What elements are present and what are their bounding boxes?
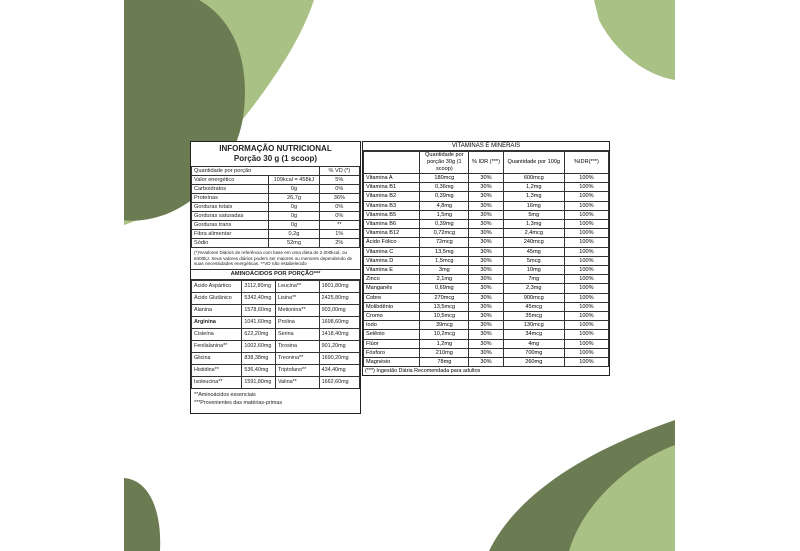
vitamin-cell: 100%: [564, 348, 608, 357]
amino-cell: Leucina**: [275, 280, 319, 292]
amino-cell: Cisteína: [192, 328, 242, 340]
amino-cell: 1801,80mg: [319, 280, 359, 292]
vitamin-cell: 13,5mg: [420, 247, 469, 256]
table-row: [364, 174, 609, 183]
table-row: [192, 364, 360, 376]
vitamin-cell: 30%: [469, 183, 503, 192]
vitamin-cell: 100%: [564, 275, 608, 284]
vitamin-cell: Vitamina B2: [364, 192, 420, 201]
table-row: [364, 339, 609, 348]
amino-cell: Tirosina: [275, 340, 319, 352]
table-row: [192, 376, 360, 388]
vitamin-cell: 30%: [469, 247, 503, 256]
vitamin-cell: Cobre: [364, 293, 420, 302]
amino-cell: 1418,40mg: [319, 328, 359, 340]
vitamin-cell: Zinco: [364, 275, 420, 284]
vitamin-cell: 13,5mcg: [420, 302, 469, 311]
vitamin-cell: 1,5mcg: [420, 256, 469, 265]
table-row: [364, 256, 609, 265]
nutrition-table: [191, 166, 360, 248]
amino-foot-essential: **Aminoácidos essenciais: [194, 391, 256, 398]
amino-cell: Valina**: [275, 376, 319, 388]
vitamin-cell: Fósforo: [364, 348, 420, 357]
nutrient-name: Carboidratos: [192, 185, 269, 194]
vitamin-cell: 72mcg: [420, 238, 469, 247]
vitamins-panel: [362, 141, 610, 376]
nutrient-qty: 26,7g: [269, 194, 319, 203]
vitamin-cell: 100%: [564, 174, 608, 183]
vitamin-cell: 30%: [469, 238, 503, 247]
table-row: [364, 302, 609, 311]
vitamin-cell: 1,5mg: [420, 210, 469, 219]
vitamin-cell: 0,69mg: [420, 284, 469, 293]
vitamin-cell: 700mg: [503, 348, 564, 357]
amino-cell: 1002,60mg: [242, 340, 276, 352]
vitamin-cell: 10,5mcg: [420, 312, 469, 321]
vitamin-cell: 900mcg: [503, 293, 564, 302]
vitamin-cell: 180mcg: [420, 174, 469, 183]
vitamin-cell: 0,39mg: [420, 192, 469, 201]
vitamin-cell: 30%: [469, 330, 503, 339]
vitamin-cell: Vitamina B12: [364, 229, 420, 238]
vitamin-cell: 100%: [564, 238, 608, 247]
table-row: [364, 330, 609, 339]
amino-cell: 838,38mg: [242, 352, 276, 364]
vitamin-cell: Vitamina A: [364, 174, 420, 183]
amino-cell: 1041,60mg: [242, 316, 276, 328]
vitamin-cell: 78mg: [420, 358, 469, 367]
amino-cell: Isoleucina**: [192, 376, 242, 388]
table-row: [192, 340, 360, 352]
vitamin-cell: Vitamina E: [364, 266, 420, 275]
table-row: [192, 212, 360, 221]
vit-header-qty100: Quantidade por 100g: [503, 152, 564, 174]
vitamin-cell: Selênio: [364, 330, 420, 339]
amino-cell: 1578,60mg: [242, 304, 276, 316]
vitamin-cell: 10,2mcg: [420, 330, 469, 339]
amino-cell: Ácido Glutânico: [192, 292, 242, 304]
vitamin-cell: 1,2mg: [503, 183, 564, 192]
nutrient-vd: 2%: [319, 239, 359, 248]
amino-cell: 1591,80mg: [242, 376, 276, 388]
vitamin-cell: 30%: [469, 321, 503, 330]
table-row: [192, 194, 360, 203]
table-row: [364, 247, 609, 256]
nutrient-name: Gorduras totais: [192, 203, 269, 212]
nutrient-name: Valor energético: [192, 176, 269, 185]
table-row: [192, 328, 360, 340]
vitamin-cell: 0,72mcg: [420, 229, 469, 238]
table-row: [192, 280, 360, 292]
vitamin-cell: 260mg: [503, 358, 564, 367]
vitamin-cell: 1,3mg: [503, 192, 564, 201]
vitamin-cell: Manganês: [364, 284, 420, 293]
table-row: [192, 352, 360, 364]
table-row: [364, 284, 609, 293]
vitamin-cell: 5mcg: [503, 256, 564, 265]
vitamin-cell: 30%: [469, 174, 503, 183]
table-row: [364, 266, 609, 275]
vitamin-cell: Iodo: [364, 321, 420, 330]
nutrient-qty: 0g: [269, 203, 319, 212]
table-row: [192, 185, 360, 194]
nutrient-qty: 0g: [269, 212, 319, 221]
amino-cell: 3112,80mg: [242, 280, 276, 292]
vitamin-cell: Vitamina B6: [364, 220, 420, 229]
vitamin-cell: 100%: [564, 220, 608, 229]
table-row: [364, 192, 609, 201]
amino-footnotes: [191, 389, 360, 413]
vitamin-cell: 5mg: [503, 210, 564, 219]
table-row: [192, 304, 360, 316]
table-row: [192, 221, 360, 230]
blob-bottom-left-dark: [124, 478, 160, 551]
vitamin-cell: 30%: [469, 358, 503, 367]
vitamin-cell: 270mcg: [420, 293, 469, 302]
amino-cell: Treonina**: [275, 352, 319, 364]
vitamin-cell: 100%: [564, 266, 608, 275]
vitamin-cell: 30%: [469, 302, 503, 311]
vitamin-cell: 2,1mg: [420, 275, 469, 284]
table-row: [364, 238, 609, 247]
vitamin-cell: Vitamina B1: [364, 183, 420, 192]
vitamin-cell: 100%: [564, 302, 608, 311]
vitamin-cell: 30%: [469, 284, 503, 293]
amino-cell: Histidina**: [192, 364, 242, 376]
amino-cell: Glicina: [192, 352, 242, 364]
vitamin-cell: 30%: [469, 348, 503, 357]
amino-cell: Arginina: [192, 316, 242, 328]
nutrient-qty: 0g: [269, 185, 319, 194]
vitamin-cell: Ácido Fólico: [364, 238, 420, 247]
amino-cell: Serina: [275, 328, 319, 340]
vitamin-cell: 210mg: [420, 348, 469, 357]
vitamin-cell: Flúor: [364, 339, 420, 348]
vitamin-cell: 30%: [469, 339, 503, 348]
vitamin-cell: 30%: [469, 192, 503, 201]
nutrient-vd: 0%: [319, 185, 359, 194]
nutrient-vd: 0%: [319, 212, 359, 221]
amino-title: AMINOÁCIDOS POR PORÇÃO***: [191, 270, 360, 280]
vitamin-cell: 10mg: [503, 266, 564, 275]
amino-cell: Ácido Aspártico: [192, 280, 242, 292]
nutrition-note: (*)%Valores Diários de referência com base em uma dieta de 2.000kcal, ou 8400kJ. Seus valores diários podem ser maiores ou menores dependendo de suas necessidades energéticas. **VD não estabelecido: [191, 248, 360, 270]
vitamin-cell: 100%: [564, 229, 608, 238]
vitamin-cell: 30%: [469, 201, 503, 210]
table-row: [192, 230, 360, 239]
nutrient-qty: 0g: [269, 221, 319, 230]
vitamin-cell: 100%: [564, 321, 608, 330]
amino-cell: Alanina: [192, 304, 242, 316]
vitamin-cell: Vitamina B3: [364, 201, 420, 210]
nutrition-panel: [190, 141, 361, 414]
vitamin-cell: 100%: [564, 210, 608, 219]
nutrient-name: Gorduras saturadas: [192, 212, 269, 221]
amino-cell: 1698,60mg: [319, 316, 359, 328]
vitamin-cell: 30%: [469, 266, 503, 275]
nutrient-vd: 36%: [319, 194, 359, 203]
vitamin-cell: 130mcg: [503, 321, 564, 330]
vitamin-cell: 3mg: [420, 266, 469, 275]
amino-foot-source: ***Provenientes das matérias-primas: [194, 399, 283, 406]
vitamin-cell: 7mg: [503, 275, 564, 284]
vitamin-cell: 100%: [564, 339, 608, 348]
nutrient-name: Sódio: [192, 239, 269, 248]
vitamin-cell: Vitamina D: [364, 256, 420, 265]
vitamin-cell: 34mcg: [503, 330, 564, 339]
vitamin-cell: 39mcg: [420, 321, 469, 330]
vitamin-cell: 100%: [564, 192, 608, 201]
vitamin-cell: 1,3mg: [503, 220, 564, 229]
vitamin-cell: 30%: [469, 220, 503, 229]
vitamin-cell: 100%: [564, 358, 608, 367]
table-row: [364, 183, 609, 192]
vitamin-cell: 16mg: [503, 201, 564, 210]
table-row: [192, 292, 360, 304]
nutrition-serving: Porção 30 g (1 scoop): [233, 154, 318, 163]
nutrient-vd: 0%: [319, 203, 359, 212]
vitamin-cell: 100%: [564, 201, 608, 210]
vitamin-cell: 100%: [564, 293, 608, 302]
vitamin-cell: 4mg: [503, 339, 564, 348]
vitamin-cell: 30%: [469, 229, 503, 238]
table-row: [364, 321, 609, 330]
vitamin-cell: Vitamina B5: [364, 210, 420, 219]
vit-header-qty: Quantidade por porção 30g (1 scoop): [420, 152, 469, 174]
vitamin-cell: 240mcg: [503, 238, 564, 247]
vitamin-cell: 2,3mg: [503, 284, 564, 293]
amino-cell: 622,20mg: [242, 328, 276, 340]
vitamins-title: VITAMINAS E MINERAIS: [363, 142, 609, 151]
nutrient-name: Proteínas: [192, 194, 269, 203]
nutrient-qty: 52mg: [269, 239, 319, 248]
vitamin-cell: 100%: [564, 183, 608, 192]
nutrient-qty: 109kcal = 458kJ: [269, 176, 319, 185]
vitamin-cell: 100%: [564, 247, 608, 256]
table-row: [364, 275, 609, 284]
nutrient-qty: 0,2g: [269, 230, 319, 239]
amino-cell: 1690,20mg: [319, 352, 359, 364]
vitamin-cell: 100%: [564, 312, 608, 321]
amino-cell: Fenilalanina**: [192, 340, 242, 352]
vitamin-cell: Magnésio: [364, 358, 420, 367]
vitamin-cell: 4,8mg: [420, 201, 469, 210]
vitamin-cell: 30%: [469, 210, 503, 219]
amino-cell: Lisina**: [275, 292, 319, 304]
amino-cell: Prolina: [275, 316, 319, 328]
vitamin-cell: 30%: [469, 275, 503, 284]
vitamin-cell: 100%: [564, 284, 608, 293]
vitamin-cell: 30%: [469, 256, 503, 265]
table-header-row: [192, 167, 360, 176]
amino-cell: 2425,80mg: [319, 292, 359, 304]
table-row: [364, 210, 609, 219]
vitamin-cell: 45mg: [503, 247, 564, 256]
vitamin-cell: Cromo: [364, 312, 420, 321]
vitamins-table: [363, 151, 609, 367]
vitamins-footnote: (***) Ingestão Diária Recomendada para adultos: [365, 368, 481, 375]
vitamin-cell: 0,39mg: [420, 220, 469, 229]
amino-cell: 1662,60mg: [319, 376, 359, 388]
nutrient-vd: 5%: [319, 176, 359, 185]
vitamin-cell: 45mcg: [503, 302, 564, 311]
vitamin-cell: 30%: [469, 293, 503, 302]
vitamin-cell: 30%: [469, 312, 503, 321]
table-row: [364, 220, 609, 229]
vit-header-blank: [364, 152, 420, 174]
vitamin-cell: Vitamina C: [364, 247, 420, 256]
amino-cell: 903,00mg: [319, 304, 359, 316]
vitamin-cell: 2,4mcg: [503, 229, 564, 238]
vitamin-cell: 1,2mg: [420, 339, 469, 348]
vitamin-cell: 600mcg: [503, 174, 564, 183]
vitamins-header-row: [364, 152, 609, 174]
nutrient-vd: 1%: [319, 230, 359, 239]
header-quantity: Quantidade por porção: [192, 167, 320, 176]
amino-cell: 536,40mg: [242, 364, 276, 376]
vitamin-cell: Molibdênio: [364, 302, 420, 311]
table-row: [364, 358, 609, 367]
vitamin-cell: 0,36mg: [420, 183, 469, 192]
vit-header-idr100: %IDR(***): [564, 152, 608, 174]
blob-top-right-light: [594, 0, 675, 80]
vit-header-idr: % IDR (***): [469, 152, 503, 174]
table-row: [364, 293, 609, 302]
vitamin-cell: 100%: [564, 256, 608, 265]
table-row: [364, 312, 609, 321]
nutrition-title: INFORMAÇÃO NUTRICIONAL: [219, 144, 332, 153]
table-row: [192, 203, 360, 212]
amino-cell: Metionina**: [275, 304, 319, 316]
table-row: [364, 229, 609, 238]
amino-table: [191, 280, 360, 389]
table-row: [192, 239, 360, 248]
amino-cell: 434,40mg: [319, 364, 359, 376]
nutrient-name: Gorduras trans: [192, 221, 269, 230]
table-row: [364, 201, 609, 210]
nutrient-vd: **: [319, 221, 359, 230]
amino-cell: 5342,40mg: [242, 292, 276, 304]
vitamin-cell: 100%: [564, 330, 608, 339]
header-vd: % VD (*): [319, 167, 359, 176]
table-row: [364, 348, 609, 357]
table-row: [192, 316, 360, 328]
nutrient-name: Fibra alimentar: [192, 230, 269, 239]
amino-cell: Triptofano**: [275, 364, 319, 376]
amino-cell: 901,20mg: [319, 340, 359, 352]
table-row: [192, 176, 360, 185]
vitamin-cell: 35mcg: [503, 312, 564, 321]
